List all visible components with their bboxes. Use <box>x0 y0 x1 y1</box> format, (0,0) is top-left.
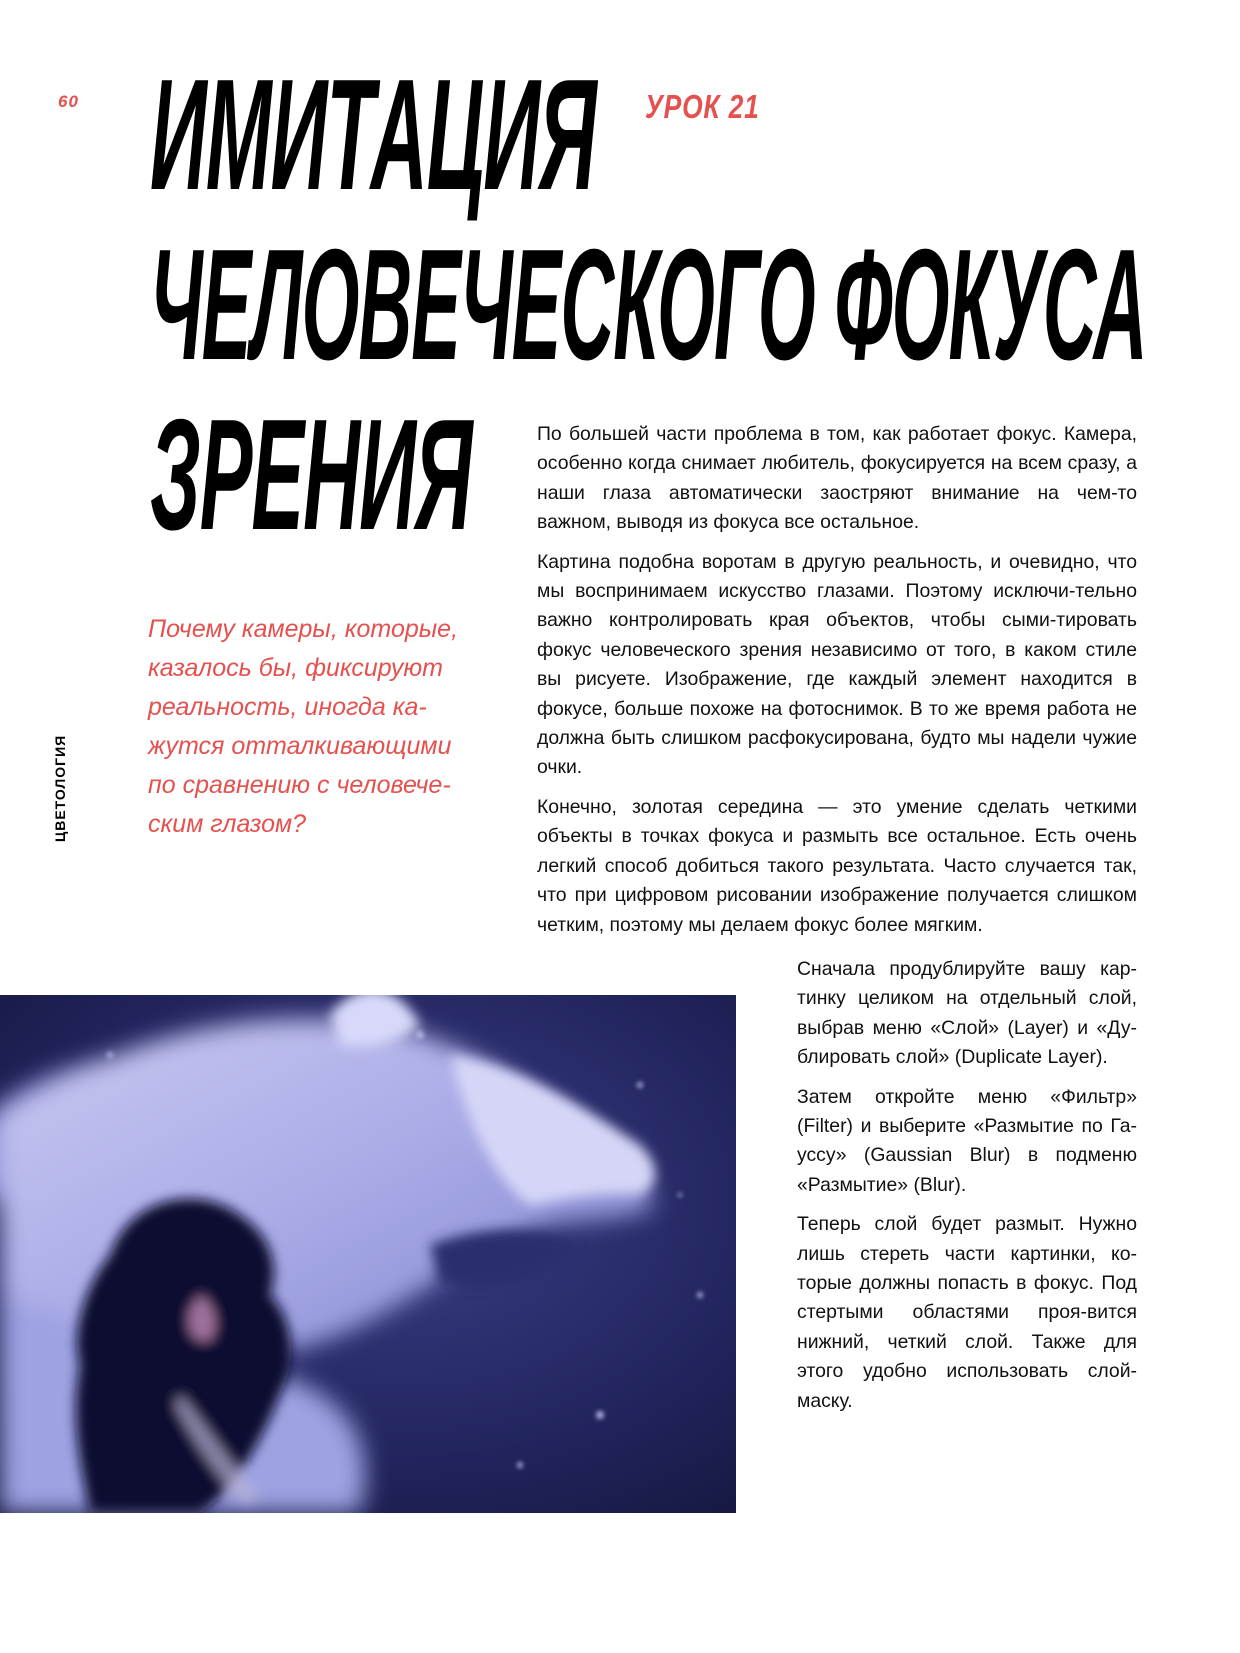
page-title-line-2: ЧЕЛОВЕЧЕСКОГО ФОКУСА <box>150 217 1147 393</box>
side-paragraph-2: Затем откройте меню «Фильтр» (Filter) и выберите «Размытие по Га-уссу» (Gaussian Blur) в подменю «Размытие» (Blur). <box>797 1085 1137 1196</box>
main-paragraph-2: Картина подобна воротам в другую реальность, и очевидно, что мы воспринимаем искусство глазами. Поэтому исключи-тельно важно контролировать края объектов, чтобы сыми-тировать фокус человеческого зрения независимо от того, в каком стиле вы рисуете. Изображение, где каждый элемент находится в фокусе, больше похоже на фотоснимок. В то же время работа не должна быть слишком расфокусирована, будто мы надели чужие очки. <box>537 550 1137 779</box>
main-text-column <box>537 420 1137 950</box>
side-paragraph-3: Теперь слой будет размыт. Нужно лишь стереть части картинки, ко-торые должны попасть в фокус. Под стертыми областями проя-вится нижний, четкий слой. Также для этого удобно использовать слой-маску. <box>797 1213 1137 1412</box>
page-number: 60 <box>58 92 79 111</box>
main-paragraph-3: Конечно, золотая середина — это умение сделать четкими объекты в точках фокуса и размыть все остальное. Есть очень легкий способ добиться такого результата. Часто случается так, что при цифровом рисовании изображение получается слишком четким, поэтому мы делаем фокус более мягким. <box>537 795 1137 936</box>
side-paragraph-1: Сначала продублируйте вашу кар-тинку целиком на отдельный слой, выбрав меню «Слой» (Layer) и «Ду-блировать слой» (Duplicate Layer). <box>797 958 1137 1069</box>
blurred-wolf-illustration <box>0 995 736 1513</box>
section-side-label: ЦВЕТОЛОГИЯ <box>52 734 68 842</box>
page-title-line-1: ИМИТАЦИЯ <box>150 47 596 223</box>
side-text-column <box>797 955 1137 1426</box>
page-title-line-3: ЗРЕНИЯ <box>150 387 472 563</box>
lead-quote: Почему камеры, которые, казалось бы, фиксируют реальность, иногда ка- жутся отталкивающими по сравнению с человече- ским глазом? <box>148 615 459 838</box>
lesson-label: УРОК 21 <box>645 88 760 125</box>
main-paragraph-1: По большей части проблема в том, как работает фокус. Камера, особенно когда снимает любитель, фокусируется на всем сразу, а наши глаза автоматически заостряют внимание на чем-то важном, выводя из фокуса все остальное. <box>537 423 1137 534</box>
